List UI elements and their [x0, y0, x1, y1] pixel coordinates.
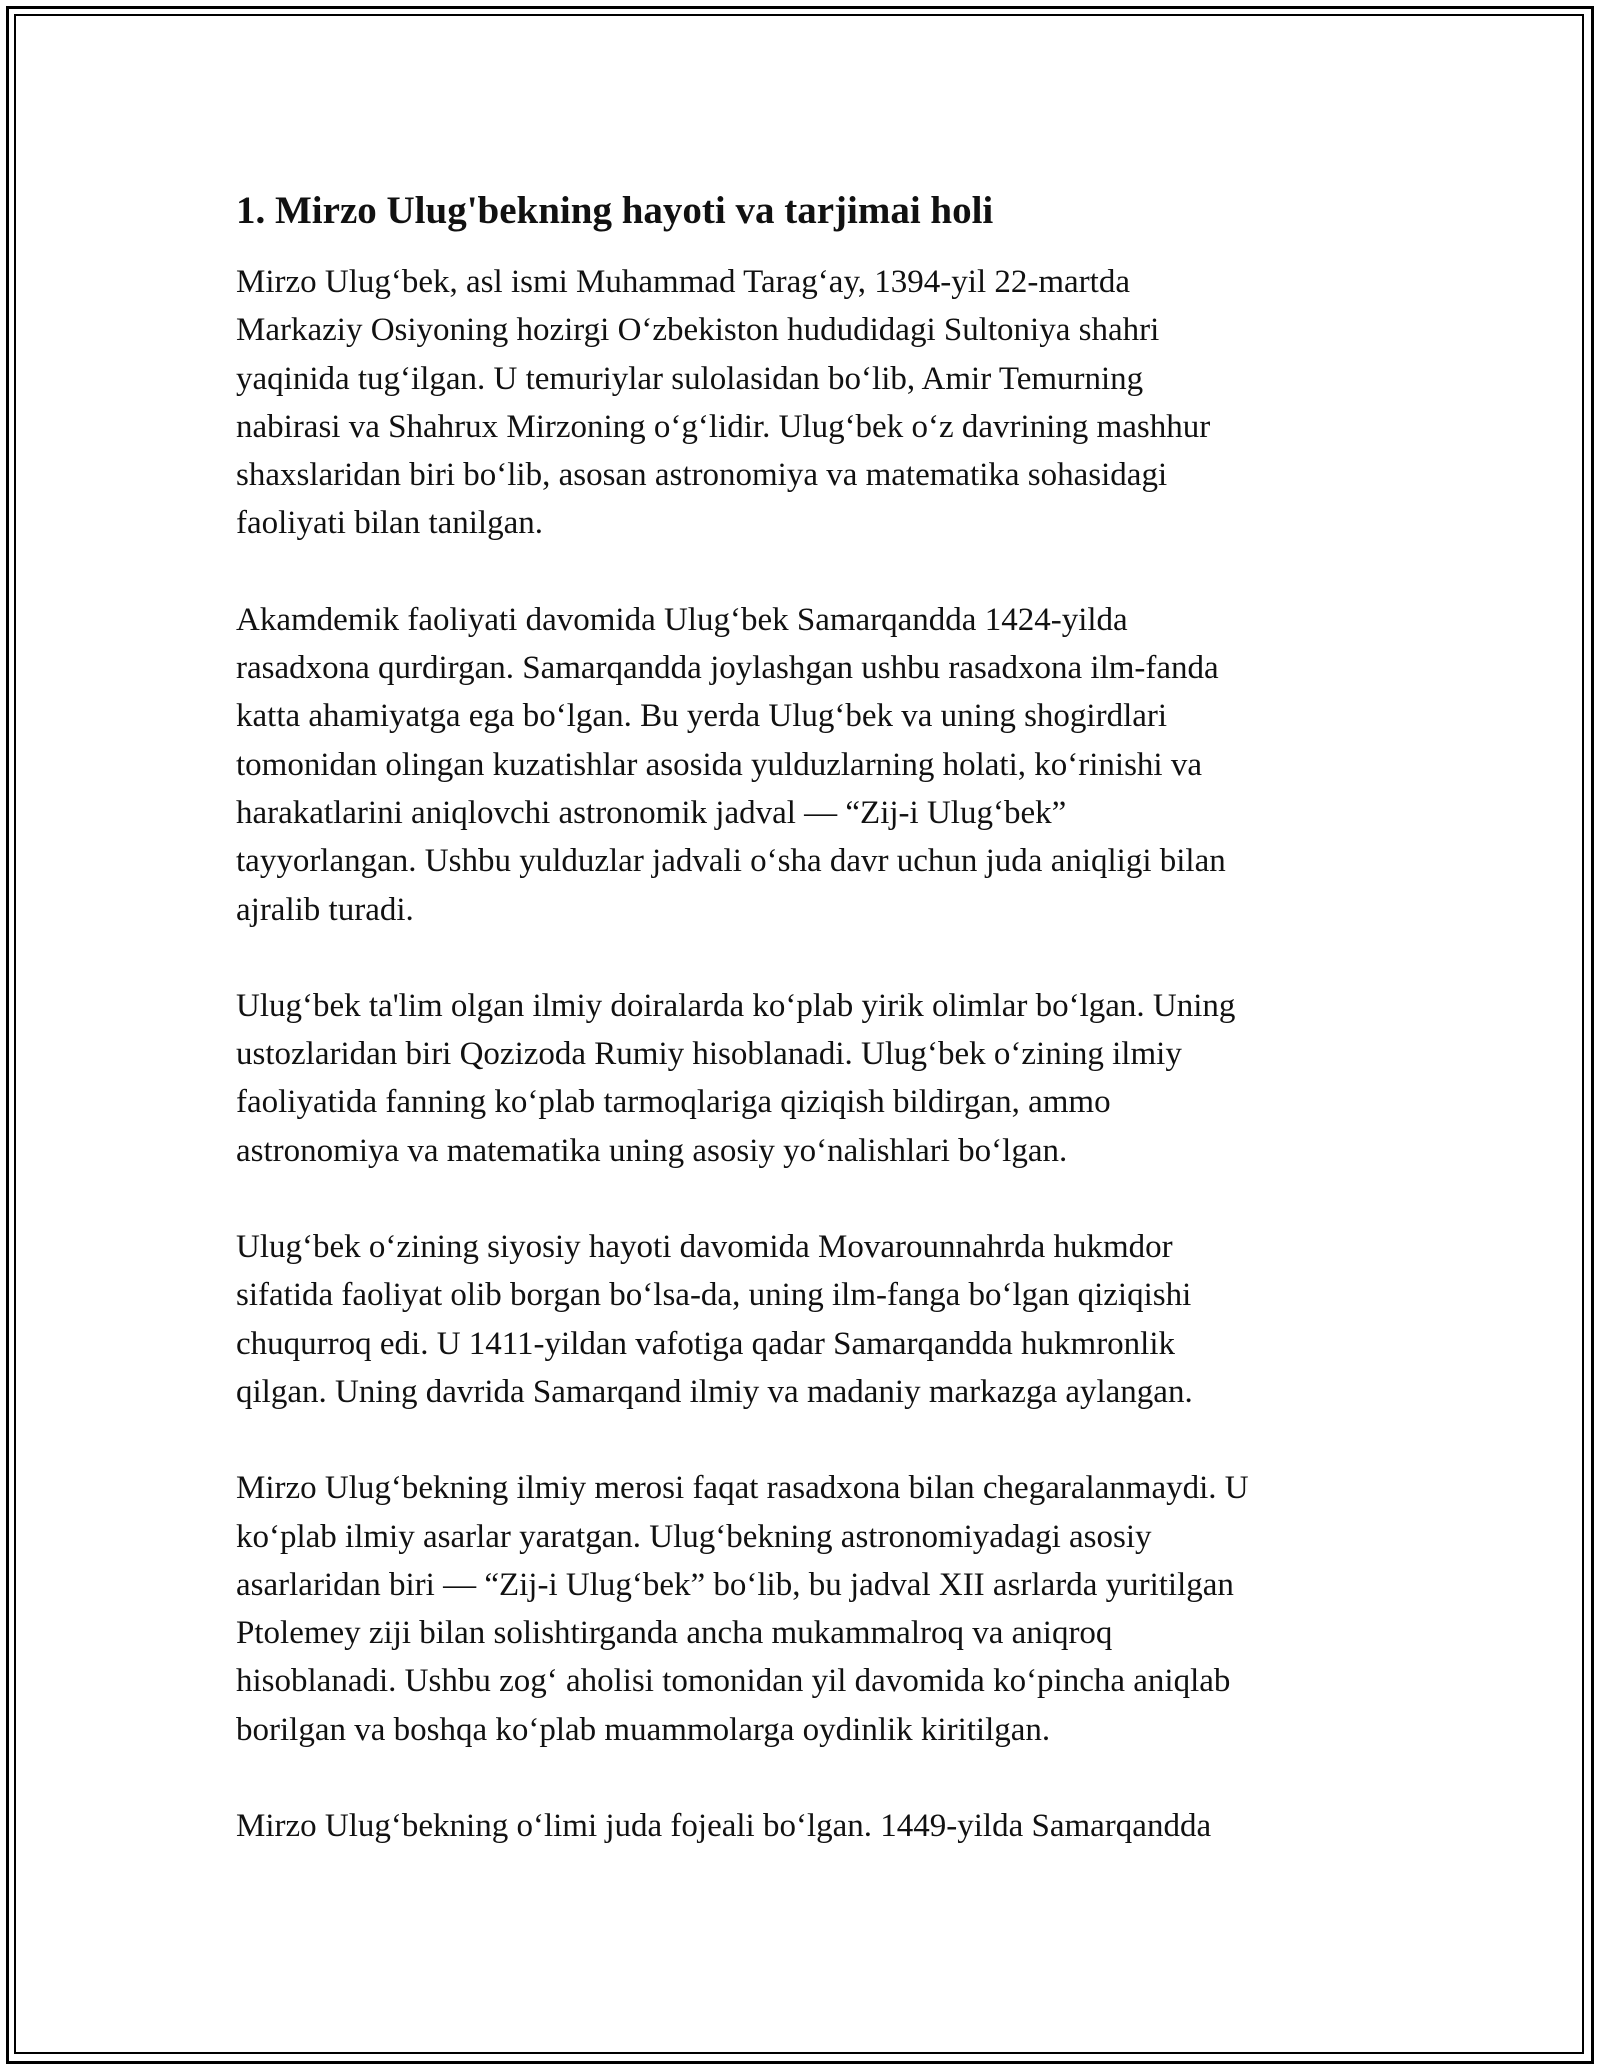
paragraph-line: Akamdemik faoliyati davomida Ulug‘bek Samarqandda 1424-yilda — [236, 601, 1128, 638]
paragraph-3 — [236, 982, 1376, 1175]
document-body — [236, 186, 1376, 1898]
paragraph-line: qilgan. Uning davrida Samarqand ilmiy va madaniy markazga aylangan. — [236, 1373, 1193, 1410]
paragraph-line: katta ahamiyatga ega bo‘lgan. Bu yerda Ulug‘bek va uning shogirdlari — [236, 698, 1168, 735]
paragraph-line: Markaziy Osiyoning hozirgi O‘zbekiston hududidagi Sultoniya shahri — [236, 312, 1160, 349]
paragraph-line: chuqurroq edi. U 1411-yildan vafotiga qadar Samarqandda hukmronlik — [236, 1325, 1176, 1362]
paragraph-line: nabirasi va Shahrux Mirzoning o‘g‘lidir. Ulug‘bek o‘z davrining mashhur — [236, 408, 1211, 445]
paragraph-line: shaxslaridan biri bo‘lib, asosan astronomiya va matematika sohasidagi — [236, 457, 1168, 494]
paragraph-line: ustozlaridan biri Qozizoda Rumiy hisoblanadi. Ulug‘bek o‘zining ilmiy — [236, 1036, 1182, 1073]
paragraph-line: faoliyatida fanning ko‘plab tarmoqlariga qiziqish bildirgan, ammo — [236, 1084, 1111, 1121]
paragraph-line: tomonidan olingan kuzatishlar asosida yulduzlarning holati, ko‘rinishi va — [236, 746, 1202, 783]
paragraph-line: hisoblanadi. Ushbu zog‘ aholisi tomonidan yil davomida ko‘pincha aniqlab — [236, 1663, 1231, 1700]
paragraph-line: Ptolemey ziji bilan solishtirganda ancha mukammalroq va aniqroq — [236, 1615, 1113, 1652]
paragraph-line: ajralib turadi. — [236, 891, 414, 928]
paragraph-4 — [236, 1223, 1376, 1416]
section-heading: 1. Mirzo Ulug'bekning hayoti va tarjimai holi — [236, 189, 994, 232]
paragraph-5 — [236, 1464, 1376, 1754]
paragraph-line: Mirzo Ulug‘bekning o‘limi juda fojeali bo‘lgan. 1449-yilda Samarqandda — [236, 1808, 1212, 1845]
paragraph-line: Ulug‘bek o‘zining siyosiy hayoti davomida Movarounnahrda hukmdor — [236, 1229, 1173, 1266]
paragraph-line: Mirzo Ulug‘bek, asl ismi Muhammad Tarag‘ay, 1394-yil 22-martda — [236, 264, 1130, 300]
paragraph-line: rasadxona qurdirgan. Samarqandda joylashgan ushbu rasadxona ilm-fanda — [236, 650, 1219, 687]
paragraph-line: tayyorlangan. Ushbu yulduzlar jadvali o‘sha davr uchun juda aniqligi bilan — [236, 843, 1226, 880]
paragraph-line: borilgan va boshqa ko‘plab muammolarga oydinlik kiritilgan. — [236, 1711, 1051, 1748]
paragraph-2 — [236, 596, 1376, 934]
paragraph-line: sifatida faoliyat olib borgan bo‘lsa-da, uning ilm-fanga bo‘lgan qiziqishi — [236, 1277, 1192, 1314]
paragraph-line: ko‘plab ilmiy asarlar yaratgan. Ulug‘bekning astronomiyadagi asosiy — [236, 1518, 1152, 1555]
paragraph-line: Mirzo Ulug‘bekning ilmiy merosi faqat rasadxona bilan chegaralanmaydi. U — [236, 1470, 1249, 1507]
paragraph-line: Ulug‘bek ta'lim olgan ilmiy doiralarda ko‘plab yirik olimlar bo‘lgan. Uning — [236, 987, 1236, 1024]
paragraph-1 — [236, 258, 1376, 548]
paragraph-line: faoliyati bilan tanilgan. — [236, 505, 543, 542]
paragraph-line: yaqinida tug‘ilgan. U temuriylar sulolasidan bo‘lib, Amir Temurning — [236, 360, 1144, 397]
paragraph-line: harakatlarini aniqlovchi astronomik jadval — “Zij-i Ulug‘bek” — [236, 794, 1067, 831]
paragraph-line: asarlaridan biri — “Zij-i Ulug‘bek” bo‘lib, bu jadval XII asrlarda yuritilgan — [236, 1566, 1234, 1603]
paragraph-6 — [236, 1802, 1376, 1850]
paragraph-line: astronomiya va matematika uning asosiy yo‘nalishlari bo‘lgan. — [236, 1132, 1068, 1169]
